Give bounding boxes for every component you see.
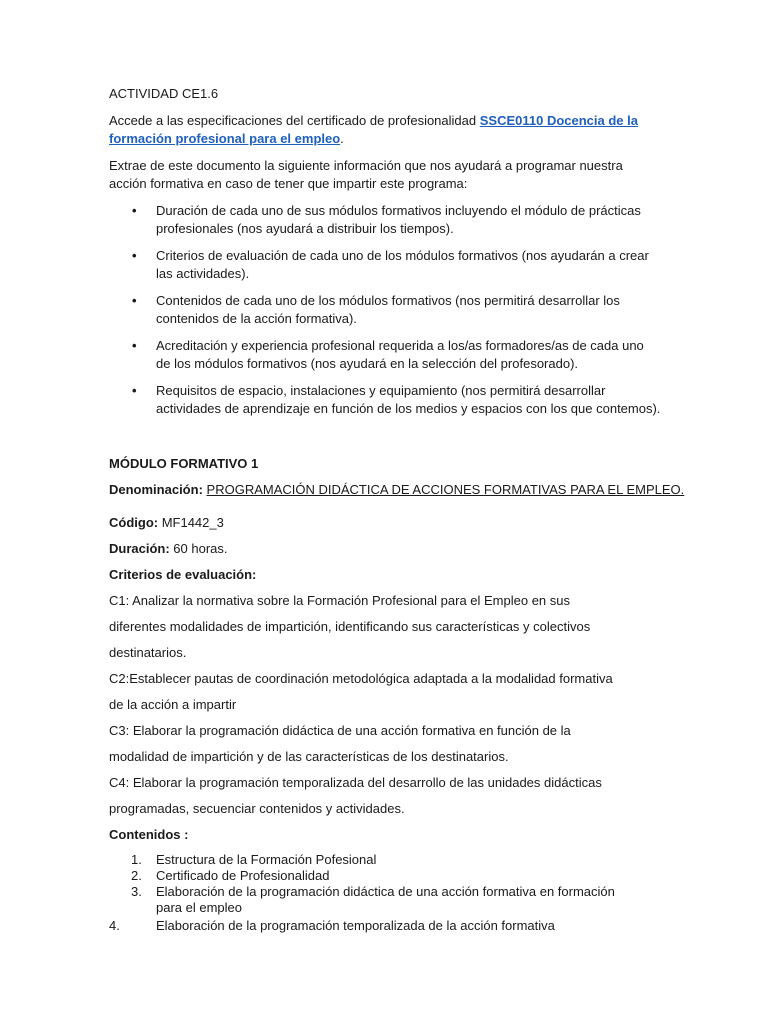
bullet-icon: • <box>132 203 137 218</box>
codigo-value: MF1442_3 <box>158 515 224 530</box>
criterio-line: diferentes modalidades de impartición, identificando sus características y colectivos <box>109 619 591 634</box>
bullet-icon: • <box>132 293 137 308</box>
list-item <box>109 884 669 916</box>
certificate-link[interactable]: SSCE0110 Docencia de la <box>479 113 638 128</box>
list-item-text: Criterios de evaluación de cada uno de los módulos formativos (nos ayudarán a crear <box>156 248 649 263</box>
intro-paragraph <box>109 112 638 148</box>
list-item <box>109 202 709 238</box>
list-item-text: de los módulos formativos (nos ayudará en la selección del profesorado). <box>156 356 579 371</box>
criterio-line: C4: Elaborar la programación temporalizada del desarrollo de las unidades didácticas <box>109 775 602 790</box>
intro-prefix: Accede a las especificaciones del certificado de profesionalidad <box>109 113 480 128</box>
list-item-text: Certificado de Profesionalidad <box>156 868 330 883</box>
criterio-line: C2:Establecer pautas de coordinación metodológica adaptada a la modalidad formativa <box>109 671 613 686</box>
list-item-text: actividades de aprendizaje en función de los medios y espacios con los que contemos). <box>156 401 661 416</box>
contenidos-label: Contenidos : <box>109 827 189 842</box>
module-title: MÓDULO FORMATIVO 1 <box>109 456 259 471</box>
list-item-text: Contenidos de cada uno de los módulos formativos (nos permitirá desarrollar los <box>156 293 620 308</box>
list-item <box>109 247 709 283</box>
list-number: 1. <box>131 852 142 867</box>
duracion-row <box>109 540 228 558</box>
criterio-line: programadas, secuenciar contenidos y actividades. <box>109 801 405 816</box>
bullet-icon: • <box>132 338 137 353</box>
criterio-line: destinatarios. <box>109 645 187 660</box>
bullet-icon: • <box>132 383 137 398</box>
criterio-line: de la acción a impartir <box>109 697 237 712</box>
duracion-value: 60 horas. <box>169 541 228 556</box>
denominacion-row <box>109 481 684 499</box>
codigo-label: Código: <box>109 515 159 530</box>
list-item-text: para el empleo <box>156 900 242 915</box>
denominacion-value: PROGRAMACIÓN DIDÁCTICA DE ACCIONES FORMATIVAS PARA EL EMPLEO. <box>206 482 685 497</box>
list-item <box>109 337 709 373</box>
criterio-line: C1: Analizar la normativa sobre la Formación Profesional para el Empleo en sus <box>109 593 571 608</box>
extract-line: Extrae de este documento la siguiente información que nos ayudará a programar nuestra <box>109 158 623 173</box>
list-item-text: Elaboración de la programación temporalizada de la acción formativa <box>156 918 555 933</box>
list-item-text: las actividades). <box>156 266 250 281</box>
list-item <box>109 382 709 418</box>
list-item-text: Elaboración de la programación didáctica de una acción formativa en formación <box>156 884 615 899</box>
intro-suffix: . <box>340 131 344 146</box>
codigo-row <box>109 514 224 532</box>
criterio-line: C3: Elaborar la programación didáctica de una acción formativa en función de la <box>109 723 571 738</box>
activity-heading: ACTIVIDAD CE1.6 <box>109 86 219 101</box>
contenido-item-4 <box>109 918 555 934</box>
denominacion-label: Denominación: <box>109 482 203 497</box>
list-item-text: Estructura de la Formación Pofesional <box>156 852 377 867</box>
list-item-text: Requisitos de espacio, instalaciones y equipamiento (nos permitirá desarrollar <box>156 383 606 398</box>
certificate-link-continued[interactable]: formación profesional para el empleo <box>109 131 341 146</box>
list-item-text: Duración de cada uno de sus módulos formativos incluyendo el módulo de prácticas <box>156 203 641 218</box>
duracion-label: Duración: <box>109 541 170 556</box>
list-item <box>109 292 709 328</box>
list-number: 4. <box>109 918 120 933</box>
requirements-list <box>109 202 709 427</box>
extract-paragraph <box>109 157 623 193</box>
list-item-text: contenidos de la acción formativa). <box>156 311 357 326</box>
list-item <box>109 868 669 884</box>
criterios-label: Criterios de evaluación: <box>109 567 257 582</box>
list-item-text: profesionales (nos ayudará a distribuir los tiempos). <box>156 221 454 236</box>
criterio-line: modalidad de impartición y de las características de los destinatarios. <box>109 749 509 764</box>
list-number: 3. <box>131 884 142 899</box>
extract-line: acción formativa en caso de tener que impartir este programa: <box>109 176 468 191</box>
bullet-icon: • <box>132 248 137 263</box>
list-item-text: Acreditación y experiencia profesional requerida a los/as formadores/as de cada uno <box>156 338 644 353</box>
list-number: 2. <box>131 868 142 883</box>
contenidos-list <box>109 852 669 916</box>
list-item <box>109 852 669 868</box>
